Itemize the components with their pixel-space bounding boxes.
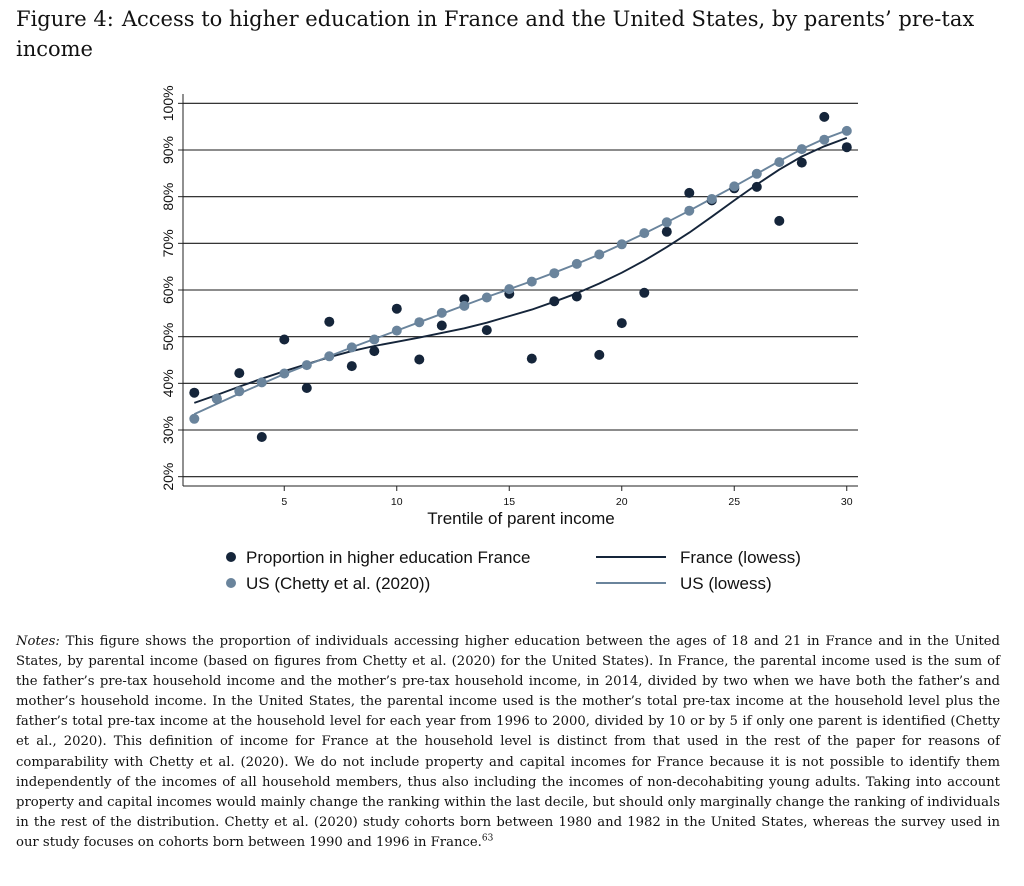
data-point (459, 301, 469, 311)
legend (226, 548, 801, 593)
data-point (437, 308, 447, 318)
data-point (324, 351, 334, 361)
data-point (279, 335, 289, 345)
data-point (774, 216, 784, 226)
x-tick-label: 10 (390, 496, 403, 508)
data-points (189, 112, 852, 442)
data-point (234, 386, 244, 396)
data-point (527, 277, 537, 287)
data-point (594, 350, 604, 360)
data-point (684, 206, 694, 216)
data-point (729, 181, 739, 191)
data-point (504, 284, 514, 294)
y-tick-label: 70% (159, 229, 176, 258)
x-axis-label: Trentile of parent income (427, 509, 615, 528)
data-point (594, 250, 604, 260)
data-point (189, 388, 199, 398)
y-tick-label: 30% (159, 415, 176, 445)
data-point (617, 239, 627, 249)
data-point (257, 377, 267, 387)
y-tick-labels (160, 85, 176, 490)
data-point (347, 361, 357, 371)
data-point (819, 135, 829, 145)
y-tick-label: 90% (159, 135, 176, 165)
data-point (527, 354, 537, 364)
data-point (707, 194, 717, 204)
y-tick-label: 100% (159, 85, 176, 122)
data-point (369, 346, 379, 356)
data-point (752, 169, 762, 179)
data-point (639, 288, 649, 298)
notes-label: Notes: (16, 634, 60, 649)
x-tick-label: 5 (281, 496, 288, 508)
data-point (797, 158, 807, 168)
footnote-marker: 63 (481, 833, 494, 844)
notes-text: This figure shows the proportion of individuals accessing higher education between the ages of 18 and 21 in France and in the United States, by parental income (based on figures from Chetty et al. (2020) for the United States). In France, the parental income used is the sum of the father’s pre-tax household income and the mother’s pre-tax household income, in 2014, divided by two when we have both the father’s and mother’s household income. In the United States, the parental income used is the mother’s total pre-tax income at the household level plus the father’s total pre-tax income at the household level for each year from 1996 to 2000, divided by 10 or by 5 if only one parent is identified (Chetty et al., 2020). This definition of income for France at the household level is distinct from that used in the rest of the paper for reasons of comparability with Chetty et al. (2020). We do not include property and capital incomes for France because it is not possible to identify them independently of the incomes of all household members, thus also including the incomes of non-decohabiting young adults. Taking into account property and capital incomes would mainly change the ranking within the last decile, but should only marginally change the ranking of individuals in the rest of the distribution. Chetty et al. (2020) study cohorts born between 1980 and 1982 in the United States, whereas the survey used in our study focuses on cohorts born between 1990 and 1996 in France. (16, 634, 1000, 850)
data-point (257, 432, 267, 442)
data-point (617, 318, 627, 328)
x-tick-labels (281, 496, 852, 508)
data-point (234, 368, 244, 378)
data-point (392, 326, 402, 336)
data-point (414, 355, 424, 365)
x-tick-label: 25 (728, 496, 741, 508)
y-tick-label: 20% (159, 462, 176, 491)
data-point (302, 360, 312, 370)
x-tick-label: 20 (615, 496, 628, 508)
data-point (572, 292, 582, 302)
data-point (842, 142, 852, 152)
data-point (639, 228, 649, 238)
legend-label: US (lowess) (680, 573, 772, 593)
axes (178, 94, 858, 491)
data-point (549, 296, 559, 306)
data-point (437, 321, 447, 331)
data-point (347, 342, 357, 352)
data-point (572, 259, 582, 269)
data-point (392, 304, 402, 314)
data-point (482, 293, 492, 303)
y-tick-label: 50% (159, 322, 176, 351)
data-point (549, 268, 559, 278)
data-point (414, 317, 424, 327)
legend-marker (226, 552, 236, 562)
legend-label: France (lowess) (680, 547, 801, 567)
figure-title-text: Access to higher education in France and the United States, by parents’ pre-tax income (16, 7, 975, 61)
data-point (752, 182, 762, 192)
legend-marker (226, 578, 236, 588)
series-line (194, 130, 847, 414)
data-point (482, 325, 492, 335)
data-point (797, 144, 807, 154)
legend-label: US (Chetty et al. (2020)) (246, 573, 431, 593)
data-point (662, 217, 672, 227)
data-point (302, 383, 312, 393)
data-point (842, 126, 852, 136)
figure-label: Figure 4: (16, 7, 114, 31)
data-point (324, 317, 334, 327)
data-point (684, 188, 694, 198)
figure-notes (16, 632, 1000, 853)
data-point (279, 369, 289, 379)
data-point (369, 335, 379, 345)
y-tick-label: 60% (159, 275, 176, 305)
data-point (189, 414, 199, 424)
lowess-lines (194, 130, 847, 414)
y-tick-label: 40% (159, 369, 176, 398)
data-point (212, 394, 222, 404)
data-point (819, 112, 829, 122)
data-point (774, 157, 784, 167)
gridlines (183, 103, 858, 476)
legend-label: Proportion in higher education France (246, 547, 531, 567)
x-tick-label: 30 (840, 496, 853, 508)
data-point (662, 227, 672, 237)
y-tick-label: 80% (159, 182, 176, 211)
x-tick-label: 15 (503, 496, 516, 508)
